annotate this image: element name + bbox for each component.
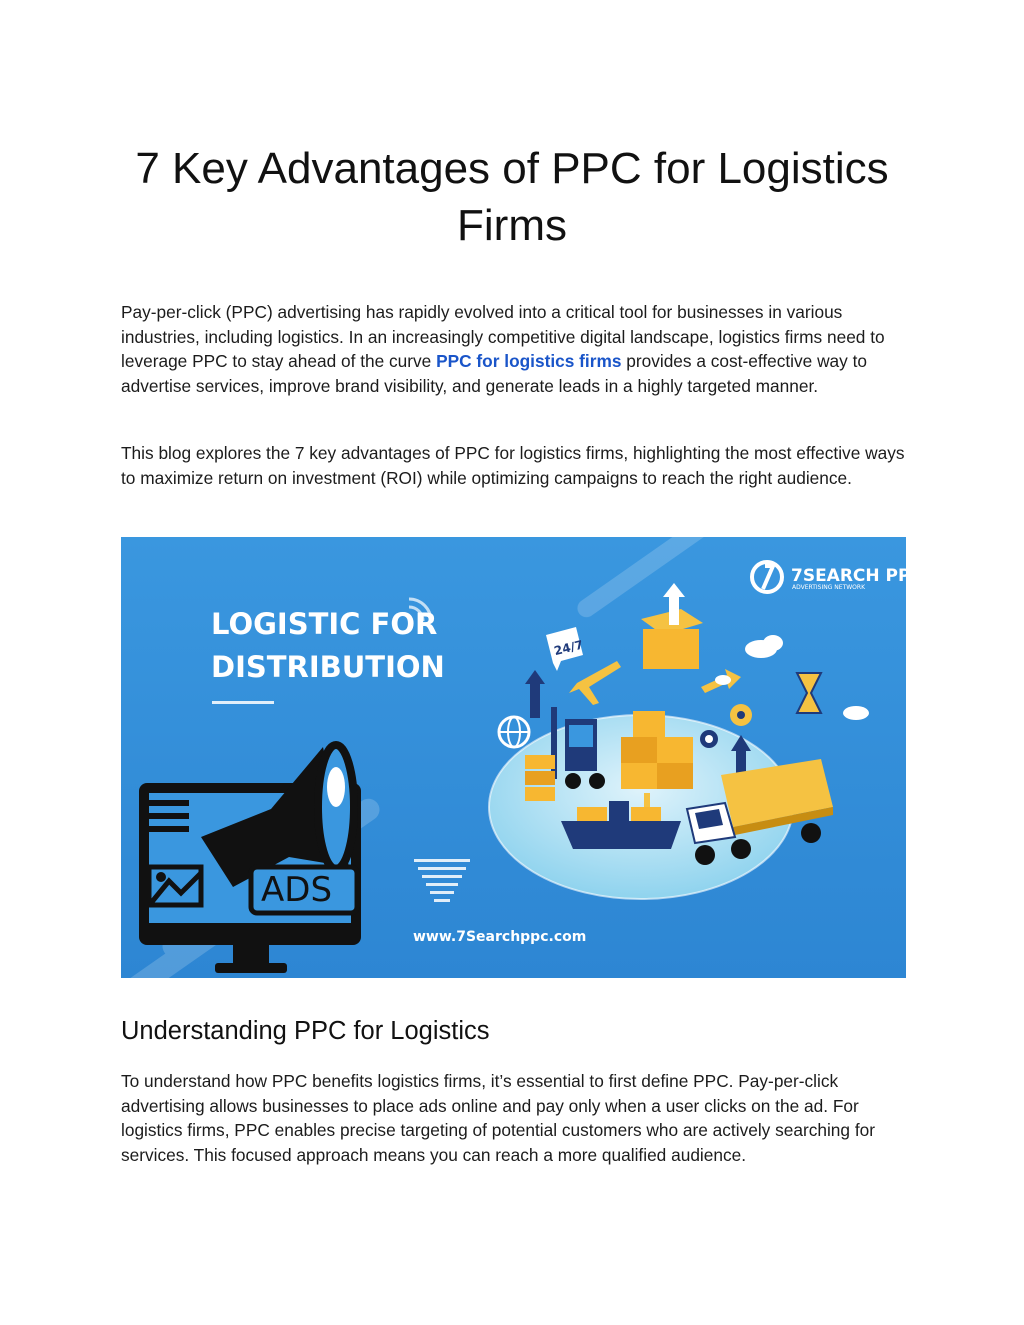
logistics-banner-image — [121, 537, 923, 978]
badge-247: 24/7 — [552, 637, 585, 659]
intro-text-before-link: Pay-per-click (PPC) advertising has rapidly evolved into a critical tool for businesses in various industries, including logistics. In an increasingly competitive digital landscape, logistics firms need to leverage PPC to stay ahead of the curve — [121, 302, 885, 371]
banner-headline-line2: DISTRIBUTION — [211, 650, 445, 684]
intro-text-after-link: provides a cost-effective way to advertise services, improve brand visibility, and generate leads in a highly targeted manner. — [121, 351, 868, 396]
section-body-paragraph: To understand how PPC benefits logistics firms, it’s essential to first define PPC. Pay-per-click advertising allows businesses to place ads online and pay only when a user clicks on the ad. For logistics firms, PPC enables precise targeting of potential customers who are actively searching for services. This focused approach means you can reach a more qualified audience. — [121, 1071, 875, 1165]
blog-overview-paragraph: This blog explores the 7 key advantages of PPC for logistics firms, highlighting the most effective ways to maximize return on investment (ROI) while optimizing campaigns to reach the right audience. — [121, 443, 905, 488]
ppc-logistics-link[interactable]: PPC for logistics firms — [436, 351, 622, 371]
brand-tagline: ADVERTISING NETWORK — [792, 584, 866, 591]
ads-label: ADS — [261, 870, 333, 910]
headline-underline — [212, 701, 274, 704]
banner-headline-line1: LOGISTIC FOR — [211, 607, 438, 641]
brand-name: 7SEARCH PPC — [791, 566, 923, 586]
website-url: www.7Searchppc.com — [413, 929, 587, 945]
page-title: 7 Key Advantages of PPC for Logistics Firms — [135, 144, 889, 250]
section-heading: Understanding PPC for Logistics — [121, 1017, 490, 1045]
intro-paragraph — [121, 300, 911, 398]
